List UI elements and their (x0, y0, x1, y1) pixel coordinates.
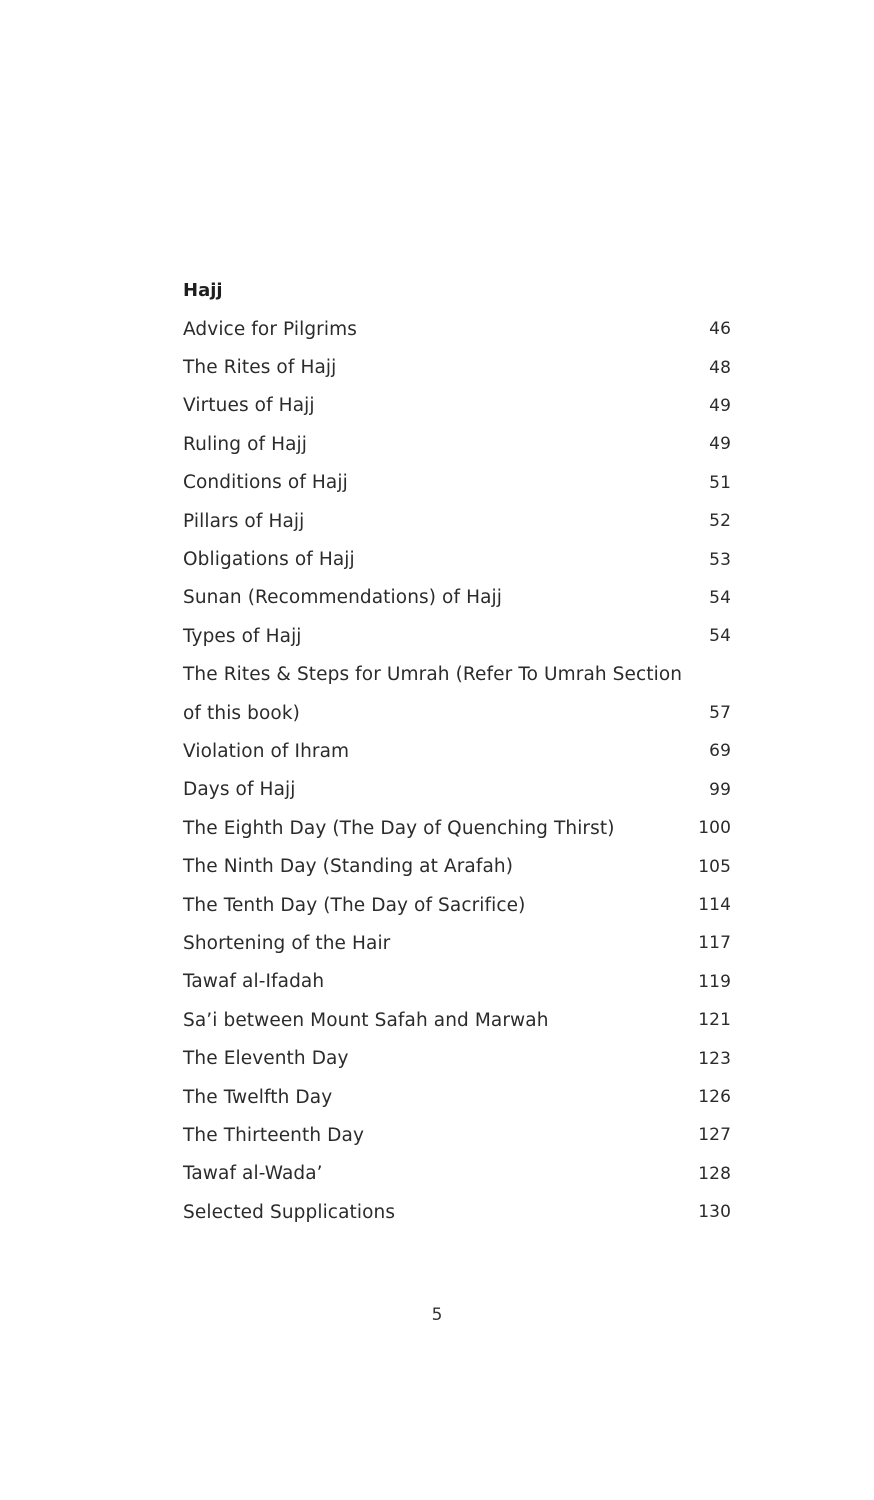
toc-entry-page: 54 (709, 587, 731, 608)
toc-entry-title: Tawaf al-Ifadah (183, 971, 325, 993)
toc-entry-title: Obligations of Hajj (183, 549, 355, 571)
toc-entry[interactable] (183, 387, 731, 425)
toc-entry-title: Ruling of Hajj (183, 433, 308, 455)
table-of-contents (183, 272, 731, 1231)
toc-entry-page: 100 (698, 818, 731, 839)
toc-entry[interactable] (183, 694, 731, 732)
toc-entry[interactable] (183, 579, 731, 617)
toc-entry-page: 48 (709, 357, 731, 378)
toc-entry-page: 127 (698, 1125, 731, 1146)
toc-entry[interactable] (183, 924, 731, 962)
toc-entry-page: 99 (709, 779, 731, 800)
toc-entry[interactable] (183, 310, 731, 348)
toc-entry-title: Types of Hajj (183, 625, 302, 647)
toc-entry-page: 126 (698, 1087, 731, 1107)
toc-entry-title: Selected Supplications (183, 1201, 396, 1223)
toc-entry-title: Virtues of Hajj (183, 395, 315, 417)
toc-entry[interactable] (183, 732, 731, 770)
toc-entry[interactable] (183, 425, 731, 463)
toc-entry-title: Days of Hajj (183, 779, 296, 801)
toc-entry[interactable] (183, 540, 731, 578)
toc-entry[interactable] (183, 464, 731, 502)
page-number: 5 (431, 1305, 443, 1325)
toc-entry-title: Advice for Pilgrims (183, 318, 357, 340)
toc-entry[interactable] (183, 502, 731, 540)
toc-entry-page: 49 (709, 434, 731, 455)
toc-entry-page: 119 (698, 971, 731, 992)
toc-entry-page: 130 (698, 1202, 731, 1223)
toc-entry-page: 46 (709, 319, 731, 340)
section-heading: Hajj (183, 280, 223, 301)
toc-entry[interactable] (183, 1078, 731, 1116)
toc-entry-page: 128 (698, 1163, 731, 1184)
toc-entry-page: 49 (709, 395, 731, 416)
toc-entry[interactable] (183, 1001, 731, 1039)
toc-entry-page: 51 (709, 472, 731, 493)
toc-entry-title: Conditions of Hajj (183, 472, 348, 494)
toc-entry[interactable] (183, 886, 731, 924)
toc-entry-page: 53 (709, 549, 731, 570)
toc-entry-title: Shortening of the Hair (183, 932, 391, 954)
toc-entry[interactable] (183, 348, 731, 386)
toc-entry-title: The Twelfth Day (183, 1086, 333, 1108)
toc-entry-title: Sa’i between Mount Safah and Marwah (183, 1009, 549, 1031)
toc-entry-page: 54 (709, 626, 731, 647)
toc-entry-page: 117 (698, 933, 731, 954)
toc-entry-title-line1: The Rites & Steps for Umrah (Refer To Umrah Section (183, 664, 683, 686)
toc-entry[interactable] (183, 847, 731, 885)
toc-entry-title: Tawaf al-Wada’ (183, 1163, 323, 1185)
toc-entry-title: The Tenth Day (The Day of Sacrifice) (183, 894, 526, 916)
toc-entry-page: 121 (698, 1010, 731, 1031)
toc-entry-page: 123 (698, 1048, 731, 1069)
toc-entry-title: The Eleventh Day (183, 1048, 349, 1070)
toc-entry[interactable] (183, 617, 731, 655)
toc-entry-title: Violation of Ihram (183, 740, 350, 762)
toc-entry-page: 105 (698, 856, 731, 877)
toc-entry-title: Pillars of Hajj (183, 510, 305, 532)
toc-entry-title: The Thirteenth Day (183, 1124, 364, 1146)
toc-entry-title-line2: of this book) (183, 702, 300, 724)
toc-entry[interactable] (183, 771, 731, 809)
toc-entry-title: Sunan (Recommendations) of Hajj (183, 587, 502, 609)
toc-entry[interactable] (183, 963, 731, 1001)
toc-entry-page: 52 (709, 511, 731, 532)
toc-entry[interactable] (183, 809, 731, 847)
toc-entry-title: The Ninth Day (Standing at Arafah) (183, 856, 514, 878)
toc-entry-title: The Eighth Day (The Day of Quenching Thirst) (183, 817, 615, 839)
toc-entry-line1[interactable] (183, 656, 731, 694)
toc-entry[interactable] (183, 1039, 731, 1077)
toc-entry-page: 69 (709, 741, 731, 762)
toc-entry-page: 114 (698, 895, 731, 916)
toc-entry[interactable] (183, 1116, 731, 1154)
toc-entry-page: 57 (709, 703, 731, 724)
toc-entry-title: The Rites of Hajj (183, 357, 337, 379)
toc-entry[interactable] (183, 1155, 731, 1193)
toc-entry[interactable] (183, 1193, 731, 1231)
